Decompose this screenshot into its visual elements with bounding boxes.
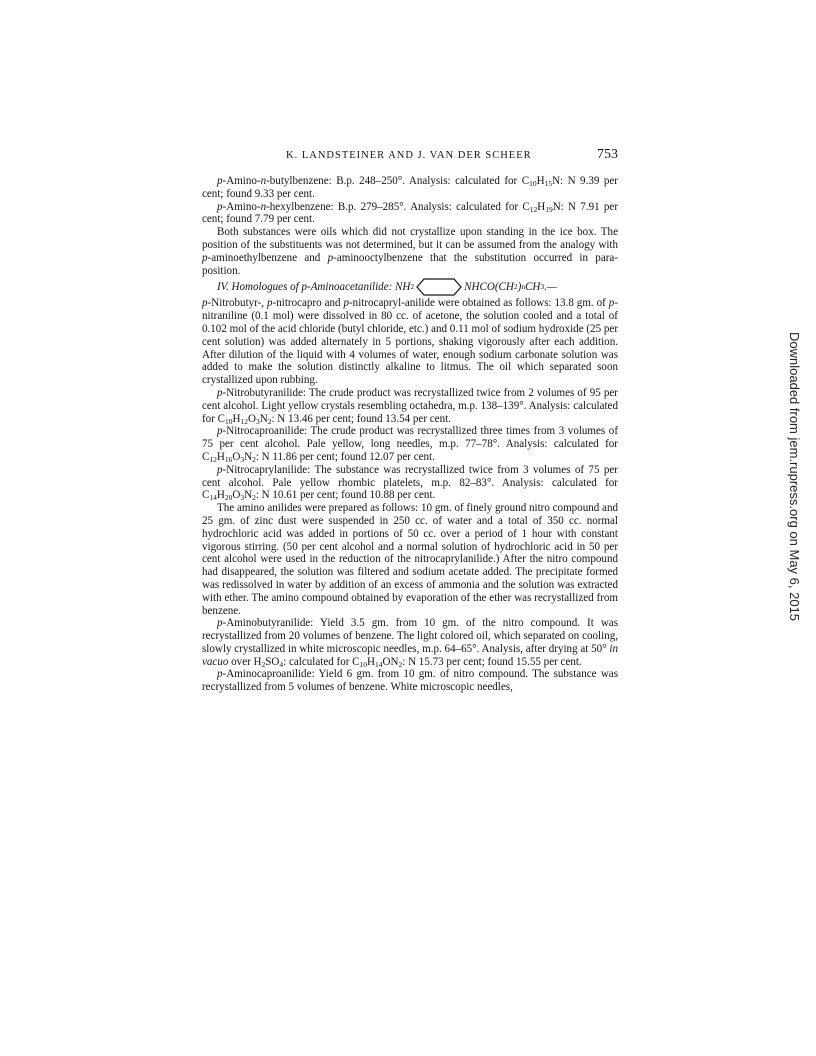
subscript: 14 [209,493,217,503]
text-run: N [259,412,268,425]
subscript: 2 [252,493,256,503]
subscript: 14 [375,659,383,669]
subscript: 3 [240,454,245,464]
italic-text: p [217,200,223,213]
body-paragraph [202,387,618,425]
body-paragraph [202,226,618,277]
text-run: H [216,450,225,463]
text-run: O [248,412,256,425]
subscript: 3 [255,416,260,426]
text-run: : N 10.61 per cent; found 10.88 per cent. [255,489,436,502]
subscript: 10 [225,416,233,426]
text-run: over H [228,655,262,668]
text-run: H [536,175,545,187]
text-run: : N 11.86 per cent; found 12.07 per cent. [255,450,435,463]
text-run: -Aminobutyranilide: Yield 3.5 gm. from 10 gm. of the nitro compound. It was recrystallized from 20 volumes of benzene. The light colored oil, which separated on cooling, slowly crystallized in white microscopic needles, m.p. 64–65°. Analysis, after drying at 50° [202,617,618,655]
italic-text: p [202,297,208,310]
text-run: -aminooctylbenzene that the substitution occurred in para-position. [202,251,618,277]
subscript: 10 [359,659,368,669]
text-run: N [244,489,253,502]
italic-text: n [260,200,267,213]
subscript: 12 [240,416,248,426]
body-paragraph [202,617,618,668]
subscript: 2 [261,659,266,669]
text-run: -aminoethylbenzene and [207,251,328,264]
text-run: -Aminocaproanilide: Yield 6 gm. from 10 gm. of nitro compound. The substance was recrystallized from 5 volumes of benzene. White microscopic needles, [202,668,618,694]
subscript: 2 [398,659,403,669]
italic-text: in vacuo [202,642,618,668]
subscript: 12 [529,204,538,214]
subscript: 2 [267,416,272,426]
body-paragraph [202,425,618,463]
italic-text: p [267,297,273,310]
heading-text: NHCO(CH [464,280,514,293]
text-run: -nitrocapro and [272,297,344,310]
text-run: N [244,450,253,463]
text-run: -Nitrocaproanilide: The crude product was recrystallized three times from 3 volumes of 75 per cent alcohol. Pale yellow, long needles, m.p. 77–78°. Analysis: calculated for C [202,425,618,463]
text-run: N: N 7.91 per cent; found 7.79 per cent. [202,200,619,226]
text-run: H [232,412,241,425]
article-body [202,175,618,694]
text-run: -Amino- [222,200,261,213]
italic-text: p [343,297,349,310]
heading-text: IV. Homologues of p-Aminoacetanilide: NH [217,280,411,293]
body-paragraph [202,502,618,617]
heading-text: .— [544,280,557,293]
subscript: 12 [209,454,217,464]
text-run: Both substances were oils which did not crystallize upon standing in the ice box. The position of the substituents was not determined, but it can be assumed from the analogy with [202,226,618,251]
text-run: : calculated for C [283,655,360,668]
download-watermark: Downloaded from jem.rupress.org on May 6, 2015 [787,332,802,622]
benzene-ring-icon [416,277,462,297]
italic-text: n [260,175,267,187]
section-heading: IV. Homologues of p-Aminoacetanilide: NH 2 NHCO(CH 2 ) n CH 3 .— [202,277,618,297]
text-run: -Nitrobutyranilide: The crude product was recrystallized twice from 2 volumes of 95 per cent alcohol. Light yellow crystals resembling octahedra, m.p. 138–139°. Analysis: calculated for C [202,386,618,425]
body-paragraph [202,297,618,387]
heading-text: ) [517,280,522,293]
subscript: 19 [545,204,553,214]
text-run: -Amino- [222,175,261,187]
italic-text: p [202,251,208,264]
text-run: SO [265,655,280,668]
text-run: -nitrocapryl-anilide were obtained as follows: 13.8 gm. of [349,297,609,310]
subscript: 20 [224,493,233,503]
text-run: -nitraniline (0.1 mol) were dissolved in 80 cc. of acetone, the solution cooled and a total of 0.102 mol of the acid chloride (butyl chloride, etc.) and 0.11 mol of sodium hydroxide (25 per cent solution) was added alternately in 5 portions, shaking vigorously after each addition. After dilution of the liquid with 4 volumes of water, enough sodium carbonate solution was added to make the solution distinctly alkaline to litmus. The oil which separated soon crystallized upon rubbing. [202,297,618,387]
text-run: H [537,200,546,213]
subscript: 4 [279,659,284,669]
body-paragraph [202,201,618,227]
italic-text: p [608,297,615,310]
text-run: -hexylbenzene: B.p. 279–285°. Analysis: calculated for C [266,200,530,213]
text-run: : N 13.46 per cent; found 13.54 per cent. [271,412,451,425]
text-run: : N 15.73 per cent; found 15.55 per cent. [402,655,582,668]
text-run: H [216,489,225,502]
italic-text: p [217,617,223,630]
subscript: 2 [252,454,256,464]
text-run: -Nitrocaprylanilide: The substance was recrystallized twice from 3 volumes of 75 per cent alcohol. Pale yellow rhombic platelets, m.p. 82–83°. Analysis: calculated for C [202,463,618,502]
italic-text: p [217,463,223,476]
text-run: N: N 9.39 per cent; found 9.33 per cent. [202,175,618,200]
text-run: -Nitrobutyr-, [207,297,268,310]
italic-text: p [217,386,223,399]
italic-text: p [217,668,223,681]
subscript: 16 [224,454,233,464]
subscript: 15 [544,179,553,188]
body-paragraph [202,464,618,502]
text-run: The amino anilides were prepared as follows: 10 gm. of finely ground nitro compound and 25 gm. of zinc dust were suspended in 250 cc. of water and a total of 350 cc. normal hydrochloric acid was added in portions of 50 cc. over a period of 1 hour with constant vigorous stirring. (50 per cent alcohol and a normal solution of hydrochloric acid in 50 per cent alcohol were used in the reduction of the nitrocaprylanilide.) After the nitro compound had disappeared, the solution was filtered and sodium acetate added. The precipitate formed was redissolved in water by addition of an excess of ammonia and the solution was extracted with ether. The amino compound obtained by evaporation of the ether was recrystallized from benzene. [202,502,618,617]
subscript: 10 [529,179,537,188]
italic-text: p [217,175,223,187]
running-head-authors: K. LANDSTEINER AND J. VAN DER SCHEER [286,150,532,161]
body-paragraph [202,668,618,694]
text-run: O [232,489,241,502]
text-run: -butylbenzene: B.p. 248–250°. Analysis: calculated for C [266,175,530,187]
heading-text: CH [525,280,541,293]
italic-text: p [217,425,223,438]
body-paragraph [202,175,618,201]
italic-text: p [327,251,334,264]
text-run: O [232,450,241,463]
running-head [202,147,618,167]
subscript: 3 [240,493,245,503]
text-run: ON [382,655,399,668]
page-number: 753 [597,147,618,162]
text-run: H [367,655,376,668]
